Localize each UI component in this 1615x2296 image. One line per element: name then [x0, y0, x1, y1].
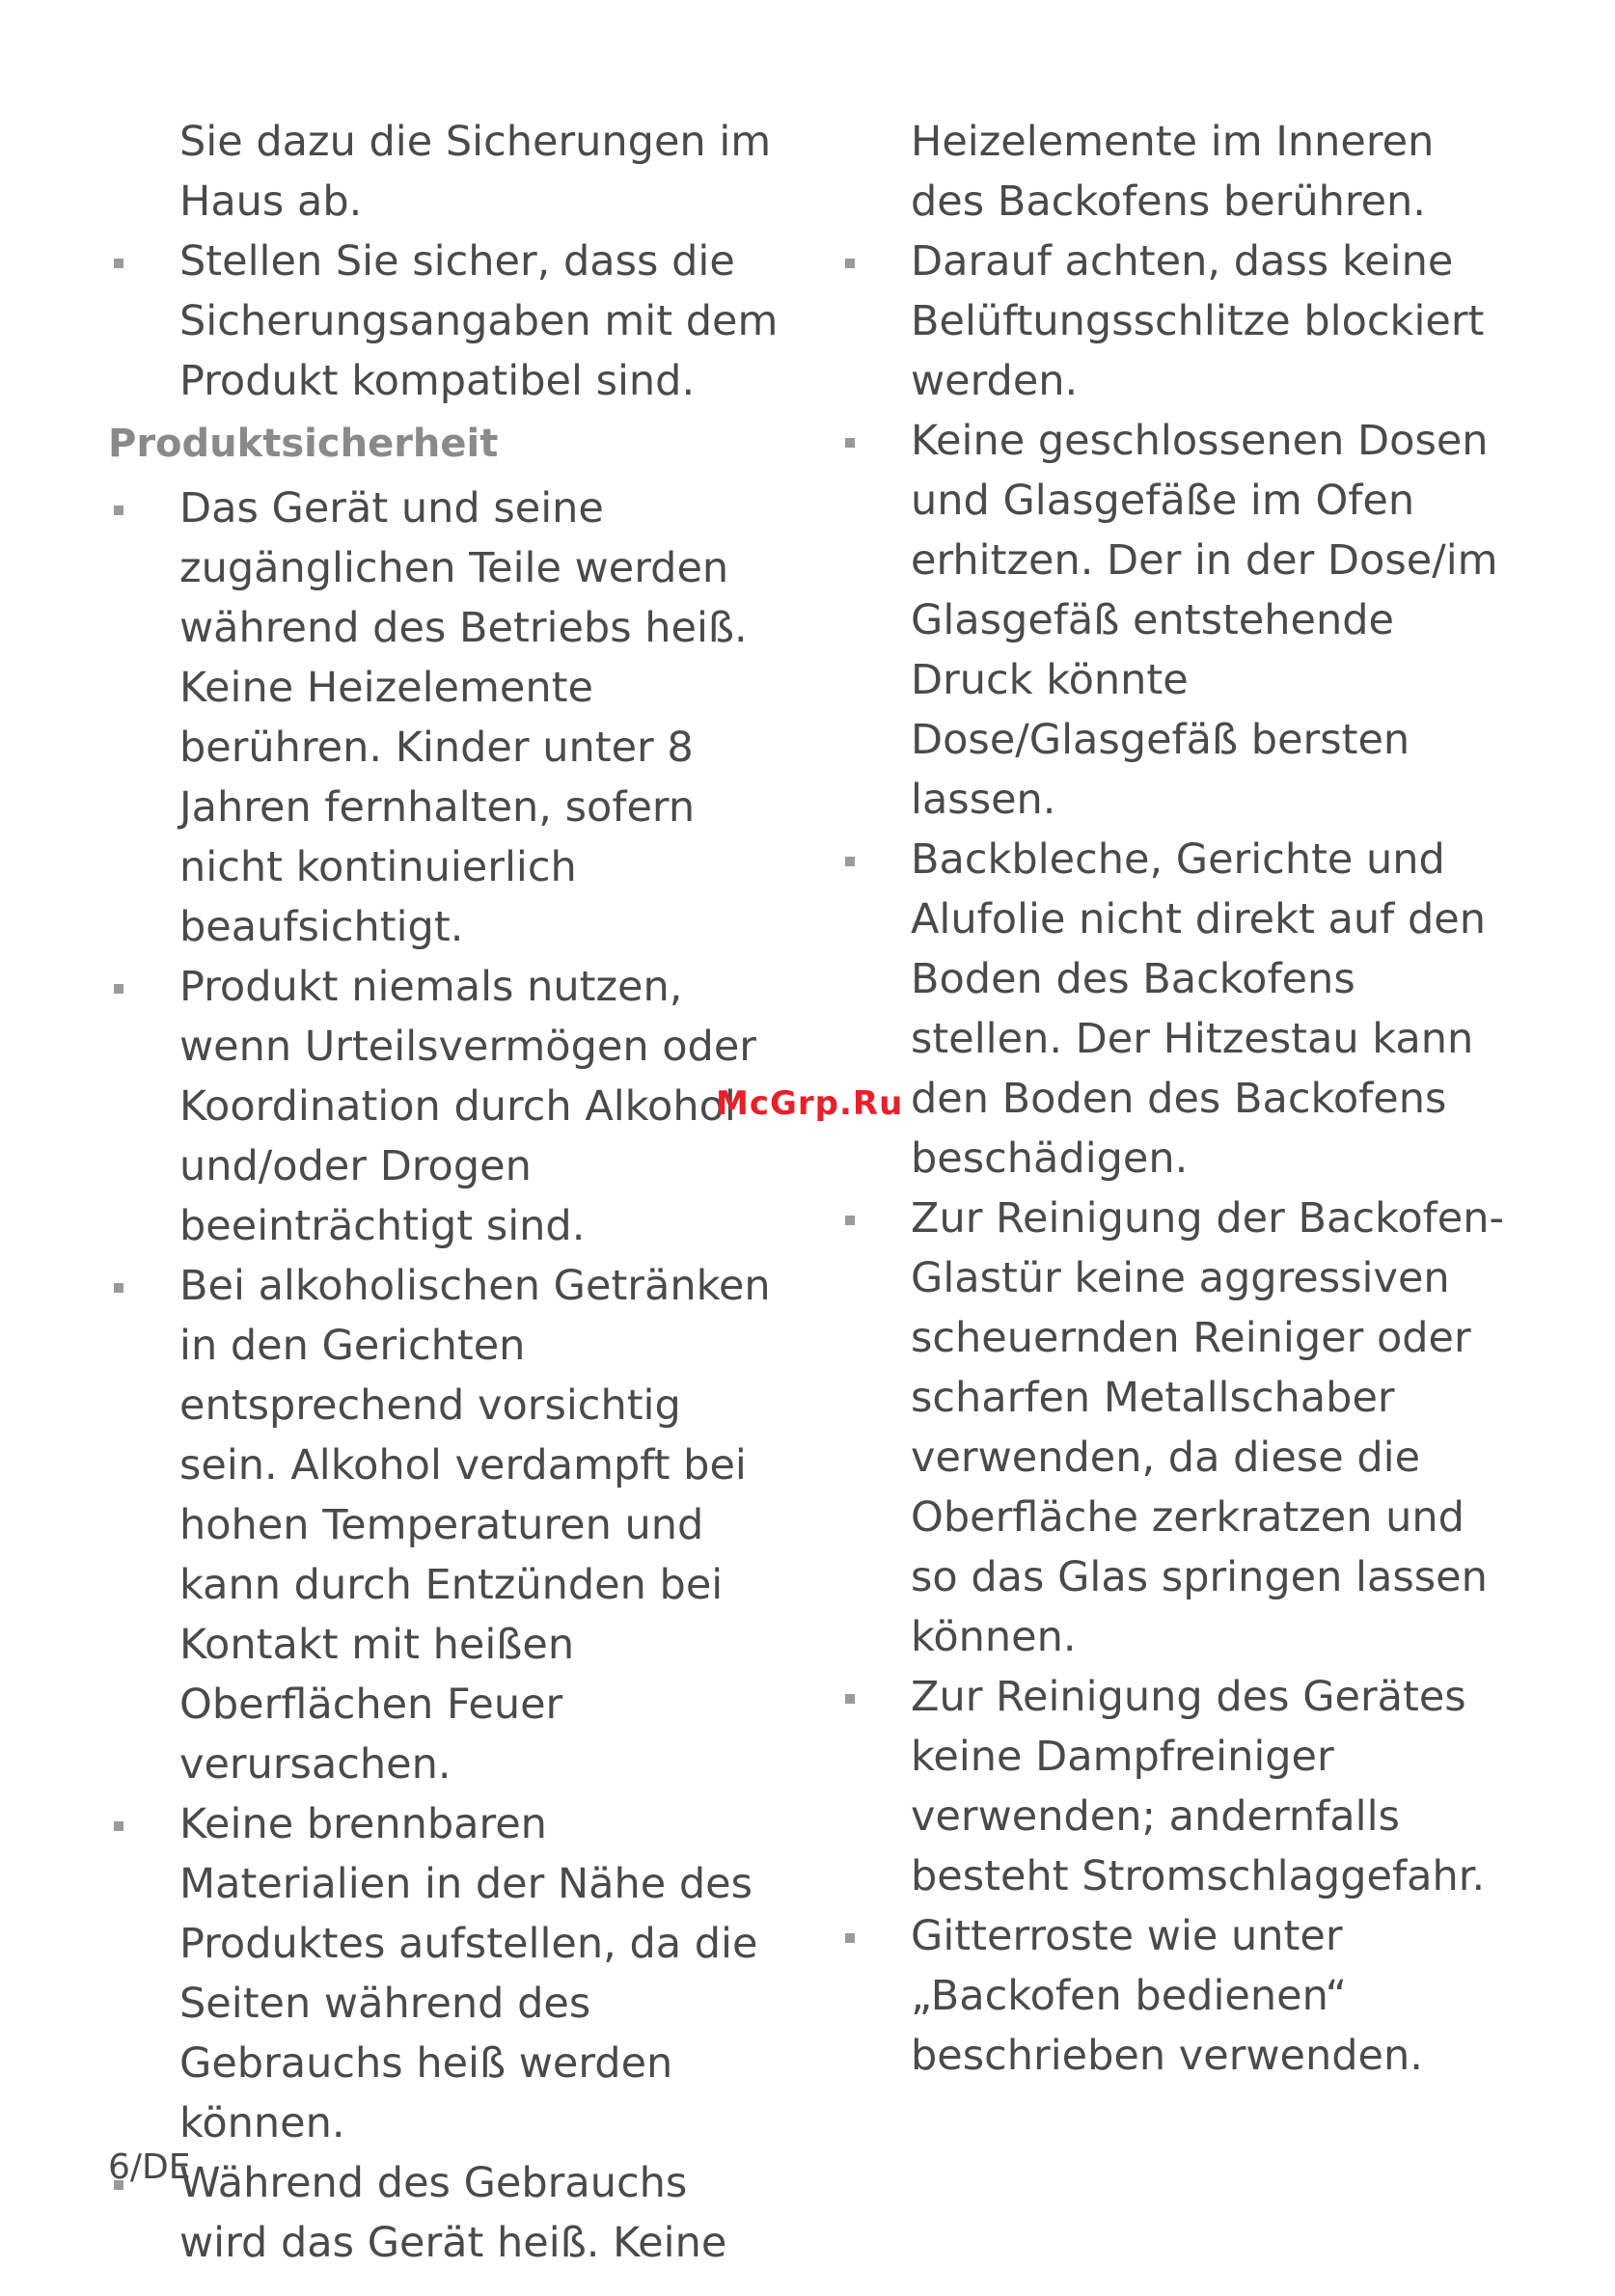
- list-item: [108, 1794, 783, 2153]
- section-heading: Produktsicherheit: [108, 422, 499, 466]
- list-item: [839, 1667, 1515, 1906]
- bullet-icon: [845, 1216, 855, 1225]
- bullet-icon: [114, 984, 123, 994]
- bullet-icon: [845, 259, 855, 268]
- bullet-icon: [845, 1694, 855, 1704]
- bullet-icon: [114, 259, 123, 268]
- list-item-text: Zur Reinigung der Backofen-Glastür keine aggressiven scheuernden Reiniger oder scharfen Metallschaber verwenden, da diese die Oberfläche zerkratzen und so das Glas springen lassen können.: [911, 1194, 1504, 1661]
- list-item: [108, 2153, 783, 2273]
- left-intro-bullet-text: Stellen Sie sicher, dass die Sicherungsangaben mit dem Produkt kompatibel sind.: [179, 237, 779, 405]
- list-item-text: Backbleche, Gerichte und Alufolie nicht direkt auf den Boden des Backofens stellen. Der Hitzestau kann den Boden des Backofens beschädigen.: [911, 835, 1486, 1183]
- right-column: [839, 112, 1515, 2086]
- list-item-text: Produkt niemals nutzen, wenn Urteilsvermögen oder Koordination durch Alkohol und/oder Drogen beeinträchtigt sind.: [179, 963, 756, 1250]
- bullet-icon: [114, 506, 123, 515]
- watermark: McGrp.Ru: [716, 1084, 904, 1123]
- left-column: [108, 112, 783, 2273]
- list-item-text: Zur Reinigung des Gerätes keine Dampfreiniger verwenden; andernfalls besteht Stromschlaggefahr.: [911, 1673, 1486, 1900]
- list-item-text: Gitterroste wie unter „Backofen bedienen“ beschrieben verwenden.: [911, 1912, 1423, 2080]
- list-item: [839, 232, 1515, 411]
- list-item-text: Während des Gebrauchs wird das Gerät heiß. Keine: [179, 2159, 727, 2267]
- bullet-icon: [114, 1821, 123, 1831]
- list-item: [839, 1906, 1515, 2086]
- list-item: [108, 957, 783, 1256]
- left-intro-text: Sie dazu die Sicherungen im Haus ab.: [179, 118, 772, 226]
- list-item-text: Bei alkoholischen Getränken in den Gerichten entsprechend vorsichtig sein. Alkohol verdampft bei hohen Temperaturen und kann durch Entzünden bei Kontakt mit heißen Oberflächen Feuer verursachen.: [179, 1262, 771, 1789]
- list-item: [839, 830, 1515, 1189]
- list-item: [839, 411, 1515, 830]
- list-item-text: Keine geschlossenen Dosen und Glasgefäße im Ofen erhitzen. Der in der Dose/im Glasgefäß entstehende Druck könnte Dose/Glasgefäß bersten lassen.: [911, 417, 1498, 824]
- bullet-icon: [845, 438, 855, 448]
- list-item-text: Das Gerät und seine zugänglichen Teile werden während des Betriebs heiß. Keine Heizelemente berühren. Kinder unter 8 Jahren fernhalten, sofern nicht kontinuierlich beaufsichtigt.: [179, 484, 748, 951]
- list-item: [108, 1256, 783, 1794]
- list-item-text: Keine brennbaren Materialien in der Nähe des Produktes aufstellen, da die Seiten während des Gebrauchs heiß werden können.: [179, 1800, 758, 2147]
- page-number: 6/DE: [108, 2147, 191, 2187]
- list-item-text: Darauf achten, dass keine Belüftungsschlitze blockiert werden.: [911, 237, 1485, 405]
- bullet-icon: [845, 857, 855, 866]
- list-item: [108, 478, 783, 957]
- bullet-icon: [114, 1283, 123, 1293]
- right-intro-text: Heizelemente im Inneren des Backofens berühren.: [911, 118, 1435, 226]
- left-intro-bullet: [108, 232, 783, 411]
- bullet-icon: [845, 1933, 855, 1943]
- list-item: [839, 1189, 1515, 1667]
